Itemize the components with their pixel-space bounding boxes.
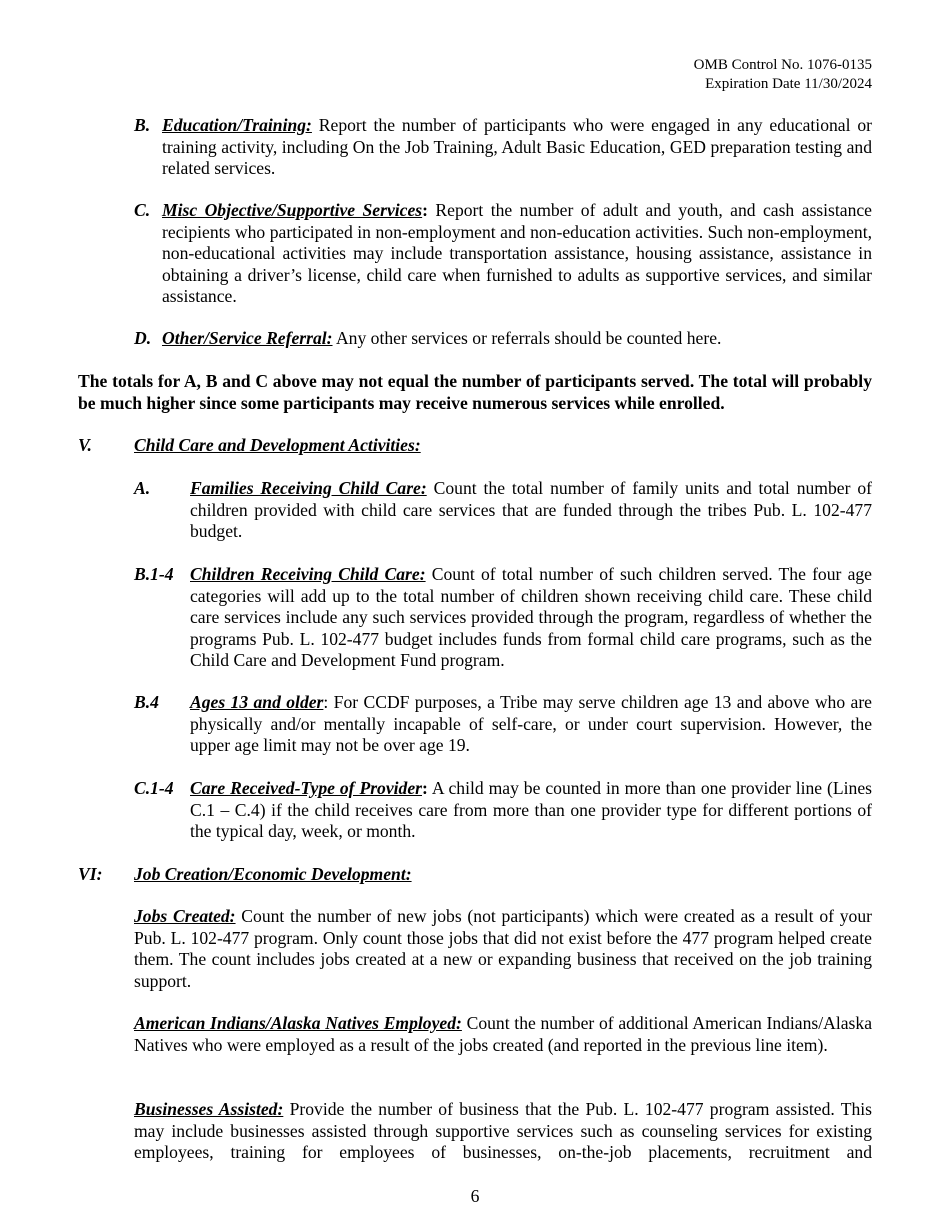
- item-v-a-paragraph: [190, 478, 872, 543]
- item-v-b14-text: Count of total number of such children served. The four age categories will add up to the total number of children shown receiving child care. These child care services include any such services provided through the program, regardless of whether the programs Pub. L. 102-477 budget includes funds from formal child care programs, such as the Child Care and Development Fund program.: [190, 564, 872, 670]
- item-v-b4-title: Ages 13 and older: [190, 692, 324, 712]
- jobs-created-title: Jobs Created:: [134, 906, 236, 926]
- businesses-assisted-title: Businesses Assisted:: [134, 1099, 284, 1119]
- item-c-title: Misc Objective/Supportive Services: [162, 200, 423, 220]
- aian-employed-paragraph: [134, 1013, 872, 1056]
- section-v-label: V.: [78, 435, 92, 455]
- item-v-b14-label: B.1-4: [134, 564, 174, 584]
- page-number: 6: [470, 1186, 480, 1206]
- item-c-text: Report the number of adult and youth, and cash assistance recipients who participated in non-employment and non-education activities. Such non-employment, non-educational activities may include transportation assistance, housing assistance, assistance in obtaining a driver’s license, child care when furnished to adults as supportive services, and similar assistance.: [162, 200, 872, 306]
- item-v-c14-text: A child may be counted in more than one provider line (Lines C.1 – C.4) if the child receives care from more than one provider type for different portions of the typical day, week, or month.: [190, 778, 872, 841]
- jobs-created-text: Count the number of new jobs (not participants) which were created as a result of your Pub. L. 102-477 program. Only count those jobs that did not exist before the 477 program helped create them. The count includes jobs created at a new or expanding business that received on the job training support.: [134, 906, 872, 991]
- expiration-date: Expiration Date 11/30/2024: [705, 75, 872, 92]
- businesses-assisted-paragraph: [134, 1099, 872, 1164]
- item-v-b4-text: For CCDF purposes, a Tribe may serve children age 13 and above who are physically and/or mentally incapable of self-care, or under court supervision. However, the upper age limit may not be over age 19.: [190, 692, 872, 755]
- item-v-a-title: Families Receiving Child Care:: [190, 478, 427, 498]
- item-d-label: D.: [134, 328, 152, 348]
- jobs-created-paragraph: [134, 906, 872, 992]
- item-d-text: Any other services or referrals should be counted here.: [332, 328, 722, 348]
- aian-employed-text: Count the number of additional American Indians/Alaska Natives who were employed as a result of the jobs created (and reported in the previous line item).: [134, 1013, 873, 1055]
- item-v-b4-label: B.4: [134, 692, 159, 712]
- item-c-label: C.: [134, 200, 151, 220]
- item-v-b14-title: Children Receiving Child Care:: [190, 564, 426, 584]
- item-d-paragraph: [162, 328, 872, 350]
- item-v-c14-colon: :: [422, 778, 428, 798]
- item-b-text: Report the number of participants who were engaged in any educational or training activity, including On the Job Training, Adult Basic Education, GED preparation testing and related services.: [162, 115, 872, 178]
- totals-note: The totals for A, B and C above may not equal the number of participants served. The total will probably be much higher since some participants may receive numerous services while enrolled.: [78, 371, 872, 413]
- item-v-c14-paragraph: [190, 778, 872, 843]
- omb-control-number: OMB Control No. 1076-0135: [693, 57, 872, 73]
- item-b-label: B.: [134, 115, 151, 135]
- item-v-a-text: Count the total number of family units and total number of children provided with child care services that are funded through the tribes Pub. L. 102-477 budget.: [190, 478, 873, 541]
- item-v-c14-title: Care Received-Type of Provider: [190, 778, 422, 798]
- aian-employed-title: American Indians/Alaska Natives Employed:: [134, 1013, 462, 1033]
- item-v-a-label: A.: [134, 478, 151, 498]
- section-vi-title: Job Creation/Economic Development:: [134, 864, 412, 884]
- item-d-title: Other/Service Referral:: [162, 328, 333, 348]
- section-vi-label: VI:: [78, 864, 103, 884]
- section-v-title: Child Care and Development Activities:: [134, 435, 421, 455]
- item-c-paragraph: [162, 200, 872, 308]
- businesses-assisted-text: Provide the number of business that the Pub. L. 102-477 program assisted. This may include businesses assisted through supportive services such as counseling services for existing employees, training for employees of businesses, on-the-job placements, recruitment and: [134, 1099, 872, 1162]
- item-b-paragraph: [162, 115, 872, 180]
- item-v-b4-colon: :: [323, 692, 329, 712]
- item-v-b14-paragraph: [190, 564, 872, 672]
- item-b-title: Education/Training:: [162, 115, 312, 135]
- item-v-b4-paragraph: [190, 692, 872, 757]
- omb-header: [694, 56, 872, 93]
- item-c-colon: :: [422, 200, 428, 220]
- item-v-c14-label: C.1-4: [134, 778, 174, 798]
